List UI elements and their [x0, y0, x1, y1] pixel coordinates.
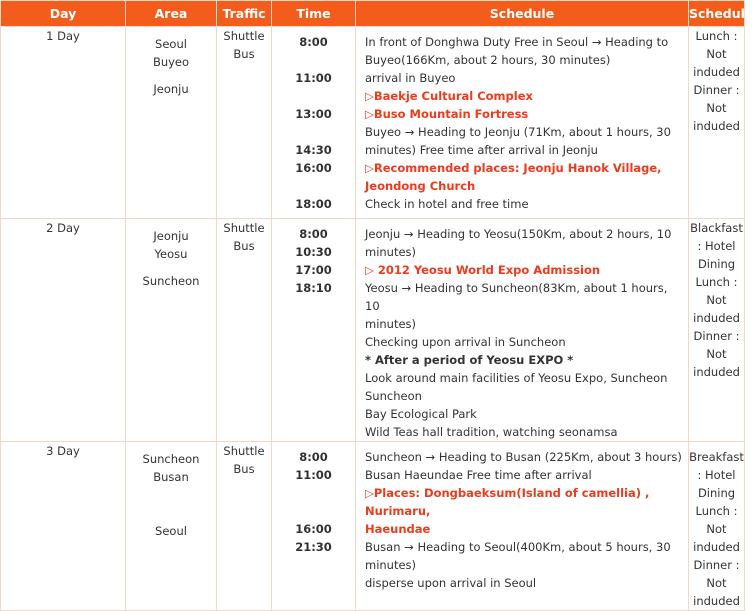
time-value: 8:00	[299, 450, 328, 464]
highlight-place: Jeondong Church	[365, 179, 476, 193]
time-value: 11:00	[295, 71, 332, 85]
schedule-line: Buyeo → Heading to Jeonju (71Km, about 1 hours, 30	[365, 125, 671, 139]
meal-line: induded	[693, 540, 740, 554]
day-cell: 1 Day	[1, 27, 126, 219]
time-value: 18:00	[295, 197, 332, 211]
schedule-line: disperse upon arrival in Seoul	[365, 576, 537, 590]
day-row-1	[1, 27, 745, 219]
schedule-line: Suncheon → Heading to Busan (225Km, about 3 hours)	[365, 450, 682, 464]
meal-line: Lunch : Not	[695, 275, 738, 307]
schedule-cell	[356, 219, 689, 442]
header-area: Area	[126, 1, 217, 27]
meal-line: induded	[693, 119, 740, 133]
traffic-mode: Bus	[233, 462, 255, 476]
area-name: Suncheon	[142, 452, 200, 466]
time-value: 21:30	[295, 540, 332, 554]
time-value: 8:00	[299, 35, 328, 49]
area-name: Seoul	[155, 37, 187, 51]
meal-line: induded	[693, 65, 740, 79]
area-name: Seoul	[155, 524, 187, 538]
traffic-mode: Bus	[233, 239, 255, 253]
area-name: Suncheon	[142, 274, 200, 288]
schedule-line: Busan Haeundae Free time after arrival	[365, 468, 592, 482]
schedule-line: Bay Ecological Park	[365, 407, 477, 421]
meal-line: induded	[693, 594, 740, 608]
header-row	[1, 1, 745, 27]
traffic-cell	[217, 27, 272, 219]
header-traffic: Traffic	[217, 1, 272, 27]
time-value: 8:00	[299, 227, 328, 241]
header-schedule: Schedule	[356, 1, 689, 27]
day-cell: 2 Day	[1, 219, 126, 442]
highlight-place: Haeundae	[365, 522, 431, 536]
traffic-cell	[217, 442, 272, 611]
traffic-cell	[217, 219, 272, 442]
header-meals: Schedule	[689, 1, 745, 27]
schedule-line: arrival in Buyeo	[365, 71, 456, 85]
meal-line: Blackfast : Hotel	[690, 221, 743, 253]
area-name: Jeonju	[153, 82, 189, 96]
schedule-line: Jeonju → Heading to Yeosu(150Km, about 2 hours, 10	[365, 227, 672, 241]
schedule-line: minutes)	[365, 317, 417, 331]
meal-line: Dinner : Not	[693, 558, 740, 590]
highlight-place: ▷Baekje Cultural Complex	[365, 89, 533, 103]
meal-line: induded	[693, 365, 740, 379]
highlight-place: ▷Places: Dongbaeksum(Island of camellia) , Nurimaru,	[365, 486, 650, 518]
schedule-cell	[356, 442, 689, 611]
schedule-line: minutes) Free time after arrival in Jeonju	[365, 143, 598, 157]
meal-line: Breakfast : Hotel	[689, 450, 744, 482]
highlight-place: ▷ 2012 Yeosu World Expo Admission	[365, 263, 601, 277]
schedule-line: In front of Donghwa Duty Free in Seoul → Heading to	[365, 35, 669, 49]
time-value: 11:00	[295, 468, 332, 482]
header-day: Day	[1, 1, 126, 27]
area-name: Jeonju	[153, 229, 189, 243]
area-name: Yeosu	[154, 247, 188, 261]
time-value: 13:00	[295, 107, 332, 121]
time-cell	[272, 219, 356, 442]
meal-line: Dining	[697, 257, 736, 271]
section-note: * After a period of Yeosu EXPO *	[365, 353, 574, 367]
time-value: 16:00	[295, 161, 332, 175]
meal-line: Dinner : Not	[693, 329, 740, 361]
time-value: 17:00	[295, 263, 332, 277]
meal-line: induded	[693, 311, 740, 325]
day-row-2	[1, 219, 745, 442]
header-time: Time	[272, 1, 356, 27]
highlight-place: ▷Buso Mountain Fortress	[365, 107, 529, 121]
schedule-cell	[356, 27, 689, 219]
day-cell: 3 Day	[1, 442, 126, 611]
meal-cell	[689, 442, 745, 611]
schedule-line: Buyeo(166Km, about 2 hours, 30 minutes)	[365, 53, 611, 67]
highlight-place: ▷Recommended places: Jeonju Hanok Village,	[365, 161, 662, 175]
time-cell	[272, 27, 356, 219]
meal-line: Dinner : Not	[693, 83, 740, 115]
schedule-line: Busan → Heading to Seoul(400Km, about 5 hours, 30 minutes)	[365, 540, 671, 572]
meal-cell	[689, 219, 745, 442]
traffic-mode: Shuttle	[223, 29, 265, 43]
area-cell	[126, 27, 217, 219]
schedule-line: Yeosu → Heading to Suncheon(83Km, about 1 hours, 10	[365, 281, 668, 313]
schedule-line: Look around main facilities of Yeosu Expo, Suncheon Suncheon	[365, 371, 668, 403]
time-value: 16:00	[295, 522, 332, 536]
area-cell	[126, 442, 217, 611]
schedule-line: minutes)	[365, 245, 417, 259]
meal-cell	[689, 27, 745, 219]
area-name: Busan	[153, 470, 189, 484]
meal-line: Lunch : Not	[695, 29, 738, 61]
schedule-line: Check in hotel and free time	[365, 197, 529, 211]
time-value: 10:30	[295, 245, 332, 259]
area-name: Buyeo	[152, 55, 190, 69]
time-value: 18:10	[295, 281, 332, 295]
area-cell	[126, 219, 217, 442]
day-row-3	[1, 442, 745, 611]
schedule-line: Wild Teas hall tradition, watching seonamsa	[365, 425, 618, 439]
schedule-line: Checking upon arrival in Suncheon	[365, 335, 566, 349]
meal-line: Lunch : Not	[695, 504, 738, 536]
traffic-mode: Shuttle	[223, 221, 265, 235]
time-cell	[272, 442, 356, 611]
time-value: 14:30	[295, 143, 332, 157]
traffic-mode: Shuttle	[223, 444, 265, 458]
traffic-mode: Bus	[233, 47, 255, 61]
meal-line: Dining	[697, 486, 736, 500]
